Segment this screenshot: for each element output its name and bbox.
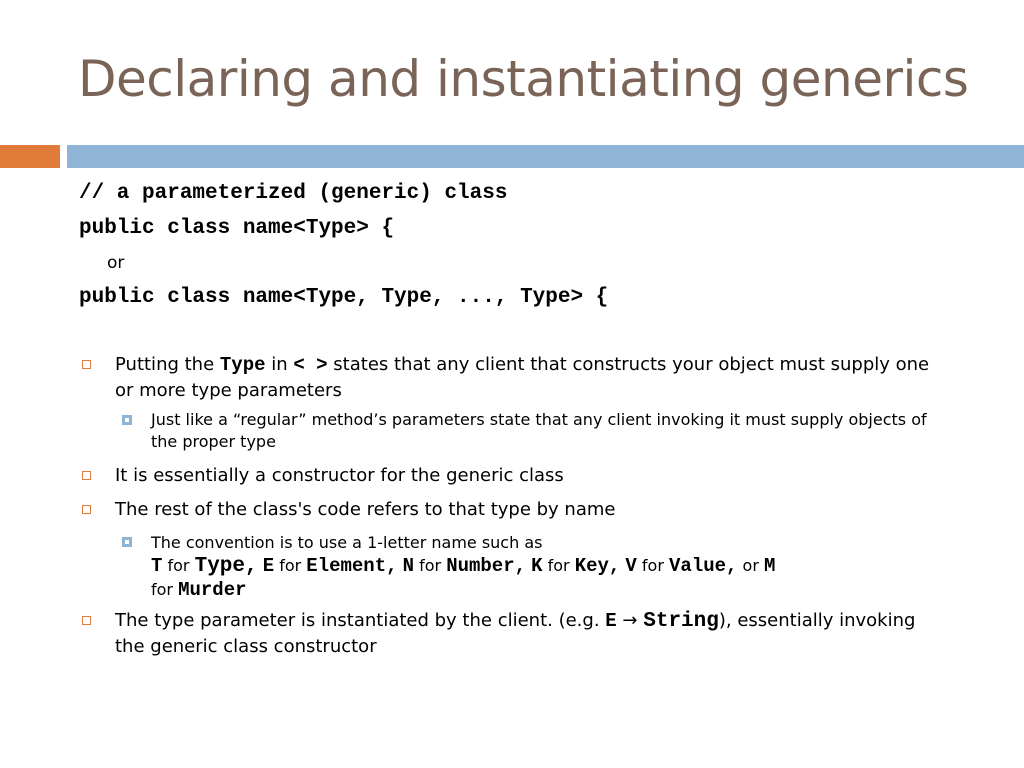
code-multi-type-declaration: public class name<Type, Type, ..., Type> { bbox=[79, 286, 609, 309]
code-type: Type bbox=[219, 354, 266, 376]
accent-bar-blue bbox=[67, 145, 1024, 168]
code-n: N bbox=[402, 555, 415, 577]
code-angle-brackets: < > bbox=[293, 354, 328, 376]
bullet-square-icon bbox=[82, 505, 91, 514]
for-label: for bbox=[167, 556, 190, 575]
accent-bar-orange bbox=[0, 145, 60, 168]
code-number: Number, bbox=[446, 555, 527, 577]
code-comment-line: // a parameterized (generic) class bbox=[79, 182, 508, 205]
for-label: for bbox=[641, 556, 664, 575]
for-label: for bbox=[279, 556, 302, 575]
code-v: V bbox=[625, 555, 637, 577]
code-k: K bbox=[531, 555, 543, 577]
code-value: Value, bbox=[669, 555, 738, 577]
sub-bullet-square-icon bbox=[122, 415, 132, 425]
code-key: Key, bbox=[574, 555, 621, 577]
sub-bullet-naming-convention bbox=[122, 531, 942, 601]
code-m: M bbox=[764, 555, 776, 577]
for-label: for bbox=[419, 556, 442, 575]
code-element: Element, bbox=[306, 555, 398, 577]
bullet-type-parameters bbox=[82, 352, 942, 404]
bullet-text: The rest of the class's code refers to that type by name bbox=[115, 499, 616, 520]
bullet-instantiation bbox=[82, 608, 942, 660]
code-murder: Murder bbox=[178, 579, 247, 601]
code-type: Type, bbox=[194, 555, 258, 578]
bullet-type-by-name bbox=[82, 497, 942, 523]
or-label: or bbox=[742, 556, 759, 575]
bullet-text: in bbox=[265, 354, 294, 375]
for-label: for bbox=[547, 556, 570, 575]
arrow-icon: → bbox=[622, 610, 638, 631]
or-label: or bbox=[107, 253, 125, 273]
code-class-declaration: public class name<Type> { bbox=[79, 217, 395, 240]
sub-bullet-square-icon bbox=[122, 537, 132, 547]
bullet-text: ), essentially invoking the generic class constructor bbox=[115, 610, 916, 657]
code-e: E bbox=[262, 555, 275, 577]
bullet-text: It is essentially a constructor for the generic class bbox=[115, 465, 564, 486]
bullet-text: states that any client that constructs your object must supply one or more type parameters bbox=[115, 354, 930, 401]
bullet-square-icon bbox=[82, 616, 91, 625]
bullet-square-icon bbox=[82, 360, 91, 369]
for-label: for bbox=[151, 580, 173, 599]
sub-bullet-method-parameters bbox=[122, 409, 942, 455]
bullet-text: The type parameter is instantiated by the client. (e.g. bbox=[115, 610, 606, 631]
bullet-square-icon bbox=[82, 471, 91, 480]
sub-bullet-text: The convention is to use a 1-letter name such as bbox=[151, 533, 543, 552]
code-string: String bbox=[643, 610, 719, 633]
code-e: E bbox=[605, 610, 617, 632]
slide-title: Declaring and instantiating generics bbox=[78, 50, 969, 108]
bullet-constructor bbox=[82, 463, 942, 489]
sub-bullet-text: Just like a “regular” method’s parameters state that any client invoking it must supply objects of the proper type bbox=[151, 410, 927, 451]
bullet-text: Putting the bbox=[115, 354, 220, 375]
code-t: T bbox=[151, 555, 163, 577]
